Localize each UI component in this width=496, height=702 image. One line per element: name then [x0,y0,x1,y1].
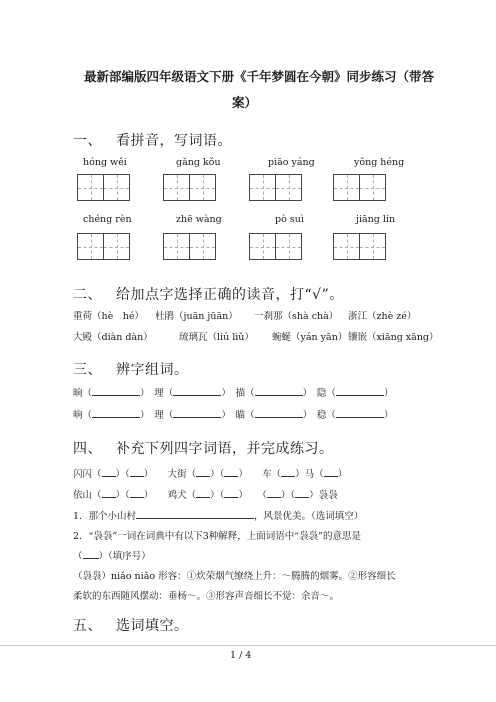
doc-title-line2: 案） [232,95,258,110]
idiom-row-1: 闪闪（ ）（ ） 大街（ ）（ ） 车（ ）马（ ） [73,466,347,480]
question-2: 2．“袅袅”一词在词典中有以下3种解释，上面词语中“袅袅”的意思是 [73,531,362,542]
page-indicator: 1 / 4 [230,650,252,661]
section-2-heading [73,284,344,304]
char-grid-1-1[interactable] [77,174,129,201]
reading-item-2-3: 蜿蜒（yán yān） [272,332,348,343]
section-label: 选词填空。 [116,618,189,634]
definition-line-2: 柔软的东西随风摆动：垂杨～。③形容声音细长不觉：余音～。 [73,591,340,602]
section-number: 四、 [73,441,102,457]
reading-item-2-4: 镶嵌（xiāng xāng） [348,332,439,343]
section-number: 五、 [73,618,102,634]
word-group-row-2: 响（ ） 理（ ） 瞄（ ） 稳（ ） [73,407,393,421]
section-label: 补充下列四字词语，并完成练习。 [116,441,334,457]
pinyin-2-4: jiāng lín [356,214,396,225]
pinyin-1-4: yǒng héng [354,157,405,168]
section-number: 三、 [73,362,102,378]
page-footer-divider [0,645,496,646]
doc-title-line1: 最新部编版四年级语文下册《千年梦圆在今朝》同步练习（带答 [84,69,435,84]
definition-line-1: （袅袅）niǎo niǎo 形容：①炊荣烟气缭绕上升：～腾腾的烟雾。②形容细长 [73,571,396,582]
char-grid-2-3[interactable] [249,233,301,260]
char-grid-2-1[interactable] [77,233,129,260]
section-1-heading [73,130,232,150]
question-2-answer: （ ）（填序号） [73,548,151,562]
pinyin-1-1: hóng wěi [83,157,127,168]
reading-item-1-1: 重荷（hè hé） [73,311,144,322]
idiom-row-2: 依山（ ）（ ） 鸡犬（ ）（ ） （ ）（ ）袅袅 [73,487,338,501]
char-grid-1-3[interactable] [249,174,301,201]
char-grid-1-2[interactable] [163,174,215,201]
reading-item-1-3: 一刹那（shà chà） [254,311,339,322]
section-label: 辨字组词。 [116,362,189,378]
reading-item-2-1: 大殿（diàn dàn） [73,332,153,343]
pinyin-2-3: pò suì [275,214,304,225]
reading-item-1-2: 杜鹃（juān jūān） [155,311,238,322]
char-grid-1-4[interactable] [333,174,385,201]
word-group-row-1: 晌（ ） 埋（ ） 描（ ） 隐（ ） [73,385,393,399]
section-3-heading [73,359,189,379]
section-number: 二、 [73,287,102,303]
pinyin-2-1: chéng rèn [83,214,132,225]
section-label: 给加点字选择正确的读音，打“√”。 [116,287,344,303]
question-1: 1．那个小山村 ，风景优美。（选词填空） [73,508,363,522]
section-5-heading [73,615,189,635]
char-grid-2-4[interactable] [333,233,385,260]
pinyin-1-3: piāo yáng [268,157,315,168]
pinyin-2-2: zhē wàng [176,214,222,225]
section-number: 一、 [73,133,102,149]
reading-item-2-2: 琉璃瓦（liú liǔ） [179,332,254,343]
char-grid-2-2[interactable] [163,233,215,260]
reading-item-1-4: 浙江（zhè zé） [348,311,417,322]
pinyin-1-2: gǎng kǒu [176,157,221,168]
section-4-heading [73,438,334,458]
section-label: 看拼音，写词语。 [116,133,232,149]
